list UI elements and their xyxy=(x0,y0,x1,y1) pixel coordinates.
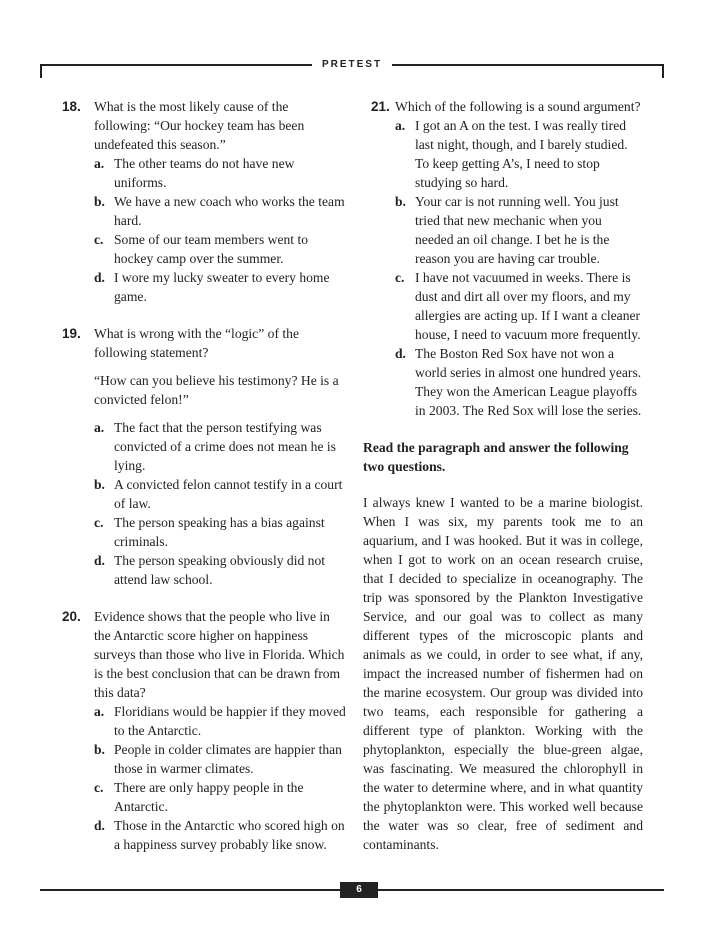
option-c: c. I have not vacuumed in weeks. There is dust and dirt all over my floors, and my allergies are acting up. If I want a cleaner house, I need to vacuum more frequently. xyxy=(395,270,641,342)
question-number: 19. xyxy=(62,326,81,341)
reading-directive: Read the paragraph and answer the following two questions. xyxy=(363,440,629,474)
question-text: What is the most likely cause of the following: “Our hockey team has been undefeated this season.” xyxy=(94,99,305,152)
header-rule-left-vertical xyxy=(40,64,42,78)
question-number: 20. xyxy=(62,609,81,624)
option-d: d. I wore my lucky sweater to every home game. xyxy=(94,270,330,304)
option-b: b. People in colder climates are happier than those in warmer climates. xyxy=(94,742,342,776)
section-label: PRETEST xyxy=(312,59,392,70)
option-b: b. Your car is not running well. You just tried that new mechanic when you needed an oil change. I bet he is the reason you are having car trouble. xyxy=(395,194,619,266)
option-c: c. There are only happy people in the Antarctic. xyxy=(94,780,304,814)
page-number: 6 xyxy=(340,882,378,898)
left-column xyxy=(62,97,346,854)
option-b: b. We have a new coach who works the team hard. xyxy=(94,194,345,228)
header-rule-left xyxy=(40,64,312,66)
option-d: d. The person speaking obviously did not attend law school. xyxy=(94,553,326,587)
footer-rule-right xyxy=(378,889,664,891)
question-21 xyxy=(363,97,643,420)
option-a: a. The fact that the person testifying was convicted of a crime does not mean he is lying. xyxy=(94,420,336,473)
question-20 xyxy=(62,607,346,854)
reading-passage: I always knew I wanted to be a marine biologist. When I was six, my parents took me to an aquarium, and I was hooked. But it was in college, when I got to work on an ocean research cruise, that I decided to specialize in oceanography. The trip was sponsored by the Plankton Investigative Service, and our goal was to collect as many different types of the microscopic plants and animals as we could, in order to see what, if any, impact the increased number of fishermen had on the marine ecosystem. Our group was divided into two teams, each responsible for gathering a different type of plankton. Working with the phytoplankton, especially the blue-green algae, was fascinating. We measured the chlorophyll in the water to determine where, and in what quantity the phytoplankton were. This worked well because the water was so clear, free of sediment and contaminants. xyxy=(363,495,643,852)
option-d: d. Those in the Antarctic who scored high on a happiness survey probably like snow. xyxy=(94,818,345,852)
option-a: a. I got an A on the test. I was really tired last night, though, and I barely studied. To keep getting A’s, I need to stop studying so hard. xyxy=(395,118,628,190)
option-a: a. The other teams do not have new uniforms. xyxy=(94,156,295,190)
right-column xyxy=(363,97,643,854)
question-number: 18. xyxy=(62,99,81,114)
option-d: d. The Boston Red Sox have not won a world series in almost one hundred years. They won the American League playoffs in 2003. The Red Sox will lose the series. xyxy=(395,346,642,418)
question-text: What is wrong with the “logic” of the following statement? xyxy=(94,326,299,360)
question-number: 21. xyxy=(371,99,390,114)
question-text: Evidence shows that the people who live in the Antarctic score higher on happiness surveys than those who live in Florida. Which is the best conclusion that can be drawn from this data? xyxy=(94,609,345,700)
header-rule-right-vertical xyxy=(662,64,664,78)
option-b: b. A convicted felon cannot testify in a court of law. xyxy=(94,477,343,511)
question-text: Which of the following is a sound argument? xyxy=(395,99,641,114)
option-c: c. Some of our team members went to hockey camp over the summer. xyxy=(94,232,309,266)
header-rule-right xyxy=(392,64,664,66)
footer-rule-left xyxy=(40,889,340,891)
option-a: a. Floridians would be happier if they moved to the Antarctic. xyxy=(94,704,346,738)
option-c: c. The person speaking has a bias against criminals. xyxy=(94,515,325,549)
question-19 xyxy=(62,324,346,589)
question-quote: “How can you believe his testimony? He is a convicted felon!” xyxy=(94,373,339,407)
question-18 xyxy=(62,97,346,306)
